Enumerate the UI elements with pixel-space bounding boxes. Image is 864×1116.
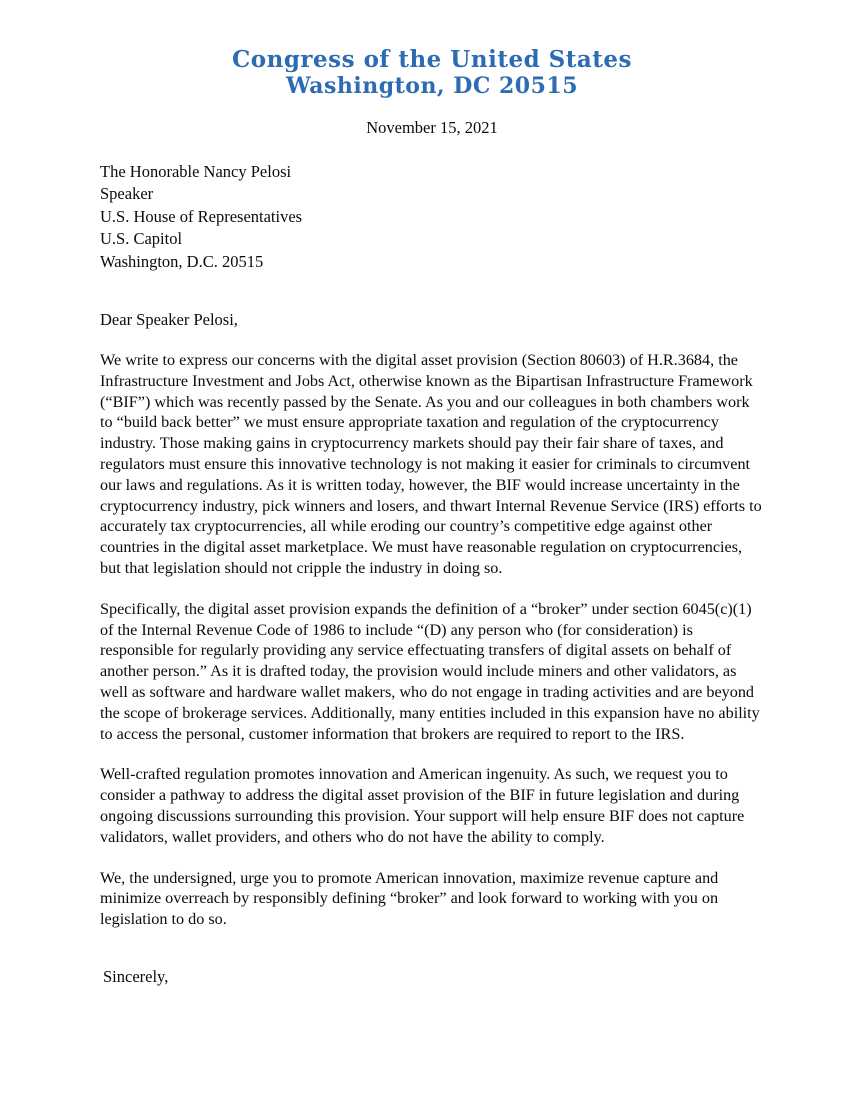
recipient-building: U.S. Capitol — [100, 229, 183, 249]
salutation: Dear Speaker Pelosi, — [100, 310, 238, 330]
letterhead — [100, 46, 764, 99]
closing-line: Sincerely, — [103, 966, 169, 986]
recipient-org: U.S. House of Representatives — [100, 206, 303, 226]
recipient-name: The Honorable Nancy Pelosi — [100, 162, 292, 181]
body-paragraph: We, the undersigned, urge you to promote American innovation, maximize revenue capture and minimize overreach by responsibly defining “broker” and look forward to working with you on legislation to do so. — [100, 868, 719, 929]
recipient-city: Washington, D.C. 20515 — [100, 251, 264, 271]
body-paragraph: Specifically, the digital asset provision expands the definition of a “broker” under section 6045(c)(1) of the Internal Revenue Code of 1986 to include “(D) any person who (for consideration) is responsible for regularly providing any service effectuating transfers of digital assets on behalf of another person.” As it is drafted today, the provision would include miners and other validators, as well as software and hardware wallet makers, who do not engage in trading activities and are beyond the scope of brokerage services. Additionally, many entities included in this expansion have no ability to access the personal, customer information that brokers are required to report to the IRS. — [100, 599, 760, 743]
body-paragraph: We write to express our concerns with the digital asset provision (Section 80603) of H.R.3684, the Infrastructure Investment and Jobs Act, otherwise known as the Bipartisan Infrastructure Framework (“BIF”) which was recently passed by the Senate. As you and our colleagues in both chambers work to “build back better” we must ensure appropriate taxation and regulation of the cryptocurrency industry. Those making gains in cryptocurrency markets should pay their fair share of taxes, and regulators must ensure this innovative technology is not making it easier for criminals to circumvent our laws and regulations. As it is written today, however, the BIF would increase uncertainty in the cryptocurrency industry, pick winners and losers, and thwart Internal Revenue Service (IRS) efforts to accurately tax cryptocurrencies, all while eroding our country’s competitive edge against other countries in the digital asset marketplace. We must have reasonable regulation on cryptocurrencies, but that legislation should not cripple the industry in doing so. — [100, 351, 762, 577]
letterhead-congress-line: Congress of the United States — [231, 46, 633, 73]
letter-body — [100, 350, 764, 930]
letter-date: November 15, 2021 — [366, 118, 498, 137]
recipient-address-block — [100, 161, 764, 273]
body-paragraph: Well-crafted regulation promotes innovation and American ingenuity. As such, we request you to consider a pathway to address the digital asset provision of the BIF in future legislation and during ongoing discussions surrounding this provision. Your support will help ensure BIF does not capture validators, wallet providers, and others who do not have the ability to comply. — [100, 765, 745, 846]
letterhead-city-line: Washington, DC 20515 — [285, 73, 579, 99]
recipient-title: Speaker — [100, 184, 154, 204]
